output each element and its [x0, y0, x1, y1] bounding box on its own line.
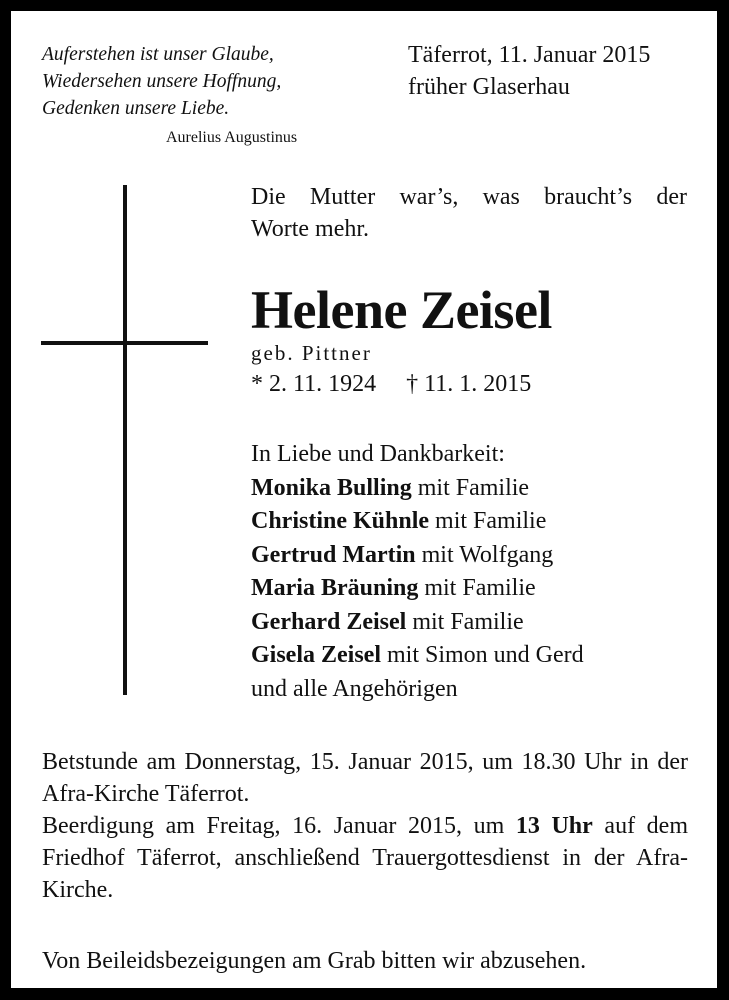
place-date	[408, 39, 650, 103]
motto-line: Worte mehr.	[251, 216, 370, 242]
mourner-item	[251, 639, 584, 673]
mourner-item	[251, 472, 584, 506]
mourner-suffix: mit Simon und Gerd	[380, 642, 584, 668]
mourner-suffix: mit Wolfgang	[415, 541, 554, 568]
mourner-suffix: mit Familie	[406, 608, 524, 635]
burial-service	[42, 810, 688, 906]
quote-author: Aurelius Augustinus	[166, 129, 298, 146]
mourner-item	[251, 606, 584, 640]
prayer-service: Betstunde am Donnerstag, 15. Januar 2015, um 18.30 Uhr in der Afra-Kirche Täferrot.	[42, 749, 688, 807]
burial-text: auf dem Friedhof Täferrot, anschließend Trauergottesdienst in der Afra-Kirche.	[42, 813, 688, 903]
former-residence: früher Glaserhau	[408, 74, 570, 100]
mourner-name: Gertrud Martin	[251, 541, 416, 568]
quote-line: Gedenken unsere Liebe.	[42, 98, 230, 119]
quote	[42, 41, 281, 122]
mourner-name: Monika Bulling	[251, 474, 412, 501]
mourner-name: Christine Kühnle	[251, 508, 430, 534]
cross-icon	[123, 185, 127, 695]
service-info	[42, 746, 688, 906]
motto	[251, 181, 687, 245]
quote-line: Auferstehen ist unser Glaube,	[42, 44, 274, 65]
mourner-suffix: mit Familie	[429, 508, 547, 534]
mourner-name: Gerhard Zeisel	[251, 608, 407, 635]
mourners-intro: In Liebe und Dankbarkeit:	[251, 441, 505, 467]
life-dates	[251, 371, 531, 398]
mourners-closing: und alle Angehörigen	[251, 675, 458, 702]
place-date-line: Täferrot, 11. Januar 2015	[408, 42, 651, 68]
death-date: † 11. 1. 2015	[406, 371, 532, 397]
mourners	[251, 438, 584, 706]
maiden-name: geb. Pittner	[251, 341, 372, 365]
motto-line: Die Mutter war’s, was braucht’s der	[251, 184, 687, 210]
burial-text: Beerdigung am Freitag, 16. Januar 2015, um	[42, 813, 516, 839]
birth-date: * 2. 11. 1924	[251, 371, 377, 397]
mourner-suffix: mit Familie	[418, 575, 536, 601]
mourner-item	[251, 572, 584, 606]
mourner-item	[251, 505, 584, 539]
mourner-item	[251, 539, 584, 573]
burial-time: 13 Uhr	[515, 813, 593, 839]
quote-line: Wiedersehen unsere Hoffnung,	[42, 71, 282, 92]
deceased-name: Helene Zeisel	[251, 280, 552, 340]
final-note: Von Beileidsbezeigungen am Grab bitten wir abzusehen.	[42, 948, 587, 974]
mourner-name: Gisela Zeisel	[251, 642, 381, 668]
mourner-name: Maria Bräuning	[251, 575, 419, 601]
obituary-notice	[11, 11, 717, 988]
mourner-suffix: mit Familie	[411, 474, 530, 501]
cross-icon-bar	[41, 341, 208, 345]
